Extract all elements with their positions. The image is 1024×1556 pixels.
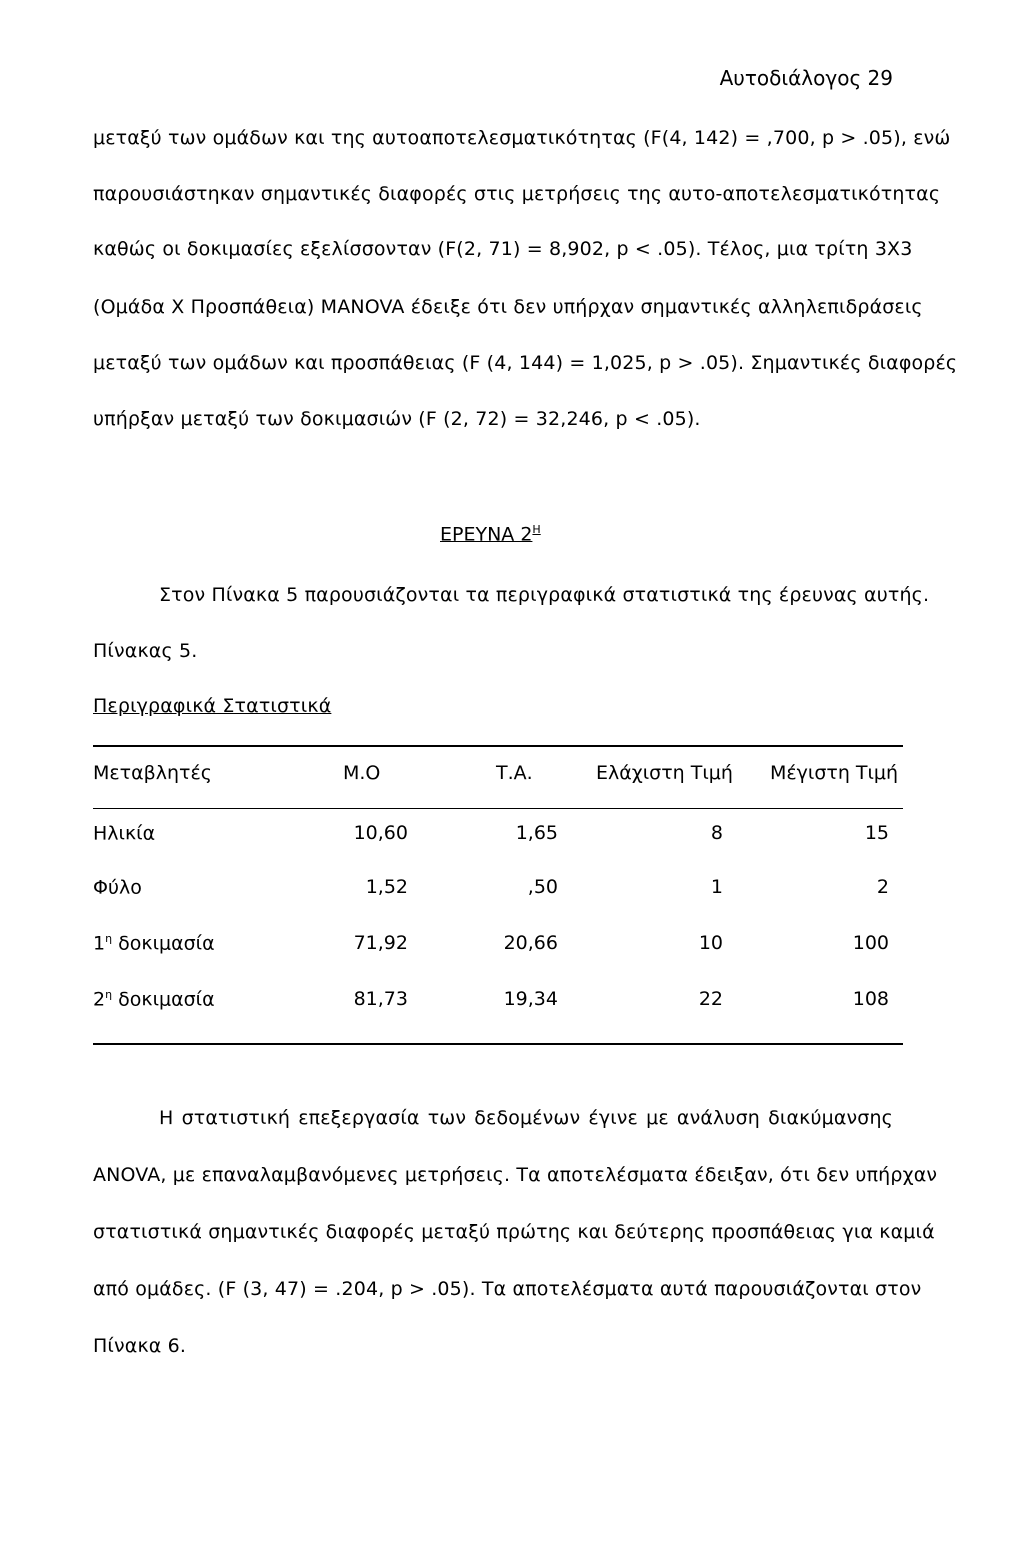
table-top-rule — [93, 745, 903, 747]
paragraph-line: μεταξύ των ομάδων και της αυτοαποτελεσματικότητας (F(4, 142) = ,700, p > .05), ενώ — [93, 127, 951, 149]
paragraph-line: από ομάδες. (F (3, 47) = .204, p > .05). Τα αποτελέσματα αυτά παρουσιάζονται στον — [93, 1278, 922, 1300]
row-variable: Φύλο — [93, 876, 142, 899]
column-header-min: Ελάχιστη Τιμή — [596, 762, 733, 784]
row-variable: $2^\eta$ δοκιμασία — [93, 988, 215, 1011]
row-min: 10 — [698, 932, 723, 954]
row-min: 1 — [710, 876, 723, 898]
paragraph-line: στατιστικά σημαντικές διαφορές μεταξύ πρώτης και δεύτερης προσπάθειας για καμιά — [93, 1221, 935, 1243]
row-max: 108 — [852, 988, 889, 1010]
row-mean: 81,73 — [353, 988, 408, 1010]
row-variable: Ηλικία — [93, 822, 156, 845]
row-mean: 10,60 — [353, 822, 408, 844]
row-mean: 71,92 — [353, 932, 408, 954]
row-min: 8 — [710, 822, 723, 844]
paragraph-line: (Ομάδα Χ Προσπάθεια) MANOVA έδειξε ότι δεν υπήρχαν σημαντικές αλληλεπιδράσεις — [93, 296, 923, 318]
row-sd: ,50 — [527, 876, 558, 898]
row-sd: 20,66 — [503, 932, 558, 954]
table-label: Πίνακας 5. — [93, 640, 198, 662]
row-min: 22 — [698, 988, 723, 1010]
row-variable: $1^\eta$ δοκιμασία — [93, 932, 215, 955]
paragraph-line: ANOVA, με επαναλαμβανόμενες μετρήσεις. Τα αποτελέσματα έδειξαν, ότι δεν υπήρχαν — [93, 1164, 938, 1186]
row-max: 100 — [852, 932, 889, 954]
paragraph-line: Πίνακα 6. — [93, 1335, 187, 1357]
paragraph-line: Η στατιστική επεξεργασία των δεδομένων έγινε με ανάλυση διακύμανσης — [159, 1107, 893, 1129]
row-max: 2 — [876, 876, 889, 898]
table-title: Περιγραφικά Στατιστικά — [93, 695, 332, 717]
row-sd: 1,65 — [515, 822, 558, 844]
column-header-mean: Μ.Ο — [343, 762, 381, 784]
running-header: Αυτοδιάλογος 29 — [719, 66, 893, 90]
row-mean: 1,52 — [365, 876, 408, 898]
paragraph-line: υπήρξαν μεταξύ των δοκιμασιών (F (2, 72) = 32,246, p < .05). — [93, 408, 701, 430]
table-header-rule — [93, 808, 903, 809]
row-max: 15 — [864, 822, 889, 844]
paragraph-line: παρουσιάστηκαν σημαντικές διαφορές στις μετρήσεις της αυτο-αποτελεσματικότητας — [93, 183, 941, 205]
table-bottom-rule — [93, 1043, 903, 1045]
column-header-variables: Μεταβλητές — [93, 762, 212, 784]
section-heading-superscript: Η — [532, 523, 541, 536]
paragraph-line: καθώς οι δοκιμασίες εξελίσσονταν (F(2, 71) = 8,902, p < .05). Τέλος, μια τρίτη 3Χ3 — [93, 238, 913, 260]
paragraph-line: μεταξύ των ομάδων και προσπάθειας (F (4, 144) = 1,025, p > .05). Σημαντικές διαφορές — [93, 352, 958, 374]
section-heading-text: ΕΡΕΥΝΑ 2 — [440, 523, 533, 546]
column-header-max: Μέγιστη Τιμή — [770, 762, 899, 784]
table-intro: Στον Πίνακα 5 παρουσιάζονται τα περιγραφικά στατιστικά της έρευνας αυτής. — [159, 584, 930, 606]
column-header-sd: Τ.Α. — [496, 762, 533, 784]
section-heading — [440, 523, 541, 545]
row-sd: 19,34 — [503, 988, 558, 1010]
